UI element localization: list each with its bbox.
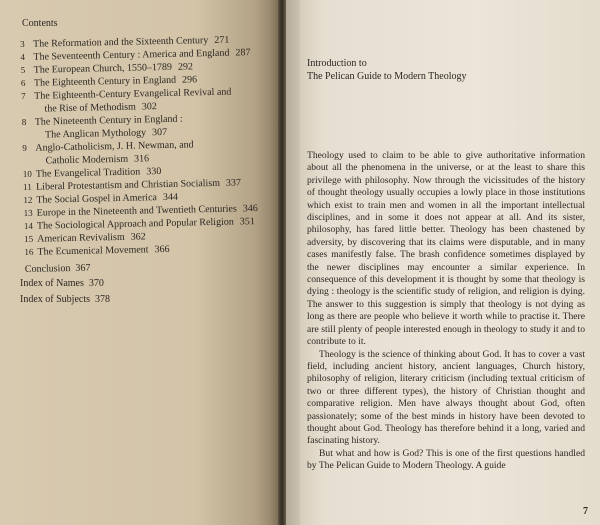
toc-title: The Reformation and the Sixteenth Century — [33, 35, 209, 50]
toc-title: The Eighteenth Century in England — [33, 74, 177, 89]
toc-page: 307 — [152, 126, 168, 139]
toc-number: 14 — [23, 220, 34, 231]
toc-title: The Evangelical Tradition — [35, 166, 141, 180]
index-of-names: Index of Names 370 — [20, 278, 104, 289]
chapter-heading — [307, 57, 467, 83]
paragraph: Theology used to claim to be able to give authoritative information about all the phenomena in the universe, or at the least to share this privilege with philosophy. Now through the vicissitudes of the history of thought theology usually occupies a lowly place in those institutions which exist to train men and women in all the important intellectual disciplines, and in some it does not appear at all. And its sister, philosophy, has fared little better. Theology has been chastened by adversity, by discovering that its claims were disputable, and in many cases manifestly false. The brash confidence sometimes displayed by the newer disciplines may encounter a similar experience. In consequence of this development it is thought by some that theology is dying : theology is the scientific study of religion, and religion is dying. The answer to this suggestion is simply that theology is not dying as long as there are people who believe it worth while to practise it. There are still plenty of people interested enough in theology to study it and to contribute to it. — [307, 150, 585, 348]
toc-title: The Social Gospel in America — [36, 192, 158, 206]
toc-title: The Ecumenical Movement — [37, 244, 149, 258]
toc-page: 337 — [225, 177, 242, 189]
toc-number: 12 — [23, 194, 33, 205]
toc-title: American Revivalism — [37, 231, 125, 245]
toc-title-continued: Catholic Modernism 316 — [45, 153, 150, 167]
toc-page: 296 — [181, 74, 198, 86]
toc-title: Liberal Protestantism and Christian Socialism — [36, 177, 221, 193]
toc-page: 346 — [242, 203, 258, 215]
paragraph: But what and how is God? This is one of the first questions handled by The Pelican Guide to Modern Theology. A guide — [307, 447, 585, 472]
toc-number: 13 — [23, 207, 33, 218]
toc-page: 316 — [133, 153, 150, 165]
page-number: 7 — [583, 506, 588, 517]
toc-number: 15 — [24, 233, 34, 244]
table-of-contents — [20, 33, 275, 276]
toc-number: 8 — [21, 116, 27, 127]
index-of-subjects: Index of Subjects 378 — [20, 294, 110, 305]
toc-number: 3 — [20, 38, 25, 49]
toc-title: Anglo-Catholicism, J. H. Newman, and — [35, 139, 194, 154]
toc-number: 4 — [20, 51, 26, 62]
toc-page: 302 — [141, 101, 157, 113]
toc-page: 351 — [239, 216, 255, 228]
toc-title: Europe in the Nineteenth and Twentieth Centuries — [36, 203, 237, 219]
paragraph: Theology is the science of thinking about God. It has to cover a vast field, including ancient history, ancient languages, Church history, philosophy of religion, literary criticism (including textual criticism of two or three different types), the history of Christian thought and comparative religion. Men have always thought about God, often passionately; some of the best minds in history have been devoted to thought about God. Theology has therefore behind it a long, varied and fascinating history. — [307, 348, 585, 447]
toc-number: 9 — [22, 142, 27, 153]
toc-page: 362 — [130, 231, 146, 243]
body-text — [307, 150, 585, 473]
toc-page: 344 — [162, 191, 179, 204]
toc-page: 271 — [214, 34, 230, 46]
left-page — [0, 0, 278, 525]
toc-title-continued: The Anglican Mythology 307 — [44, 126, 168, 141]
toc-number: 16 — [24, 246, 34, 257]
toc-number: 6 — [20, 77, 26, 88]
toc-page: 287 — [235, 47, 251, 59]
toc-title: The Nineteenth Century in England : — [34, 113, 183, 128]
toc-page: 330 — [146, 166, 162, 178]
toc-title: The European Church, 1550–1789 — [33, 61, 173, 76]
toc-title: The Eighteenth-Century Evangelical Revival and — [34, 86, 232, 102]
contents-heading: Contents — [22, 18, 58, 29]
toc-title: The Sociological Approach and Popular Religion — [36, 216, 234, 232]
toc-number: 10 — [22, 168, 32, 179]
toc-page: 366 — [154, 243, 170, 256]
toc-number: 11 — [23, 181, 32, 192]
toc-conclusion: Conclusion 367 — [24, 262, 91, 275]
index-list — [20, 276, 110, 308]
heading-line-2: The Pelican Guide to Modern Theology — [307, 71, 467, 82]
toc-page: 292 — [177, 61, 194, 73]
book-gutter — [278, 0, 286, 525]
toc-number: 5 — [20, 64, 26, 75]
toc-title-continued: the Rise of Methodism 302 — [44, 101, 157, 115]
heading-line-1: Introduction to — [307, 58, 367, 69]
toc-number: 7 — [21, 90, 26, 101]
toc-title: The Seventeenth Century : America and England — [33, 47, 230, 63]
